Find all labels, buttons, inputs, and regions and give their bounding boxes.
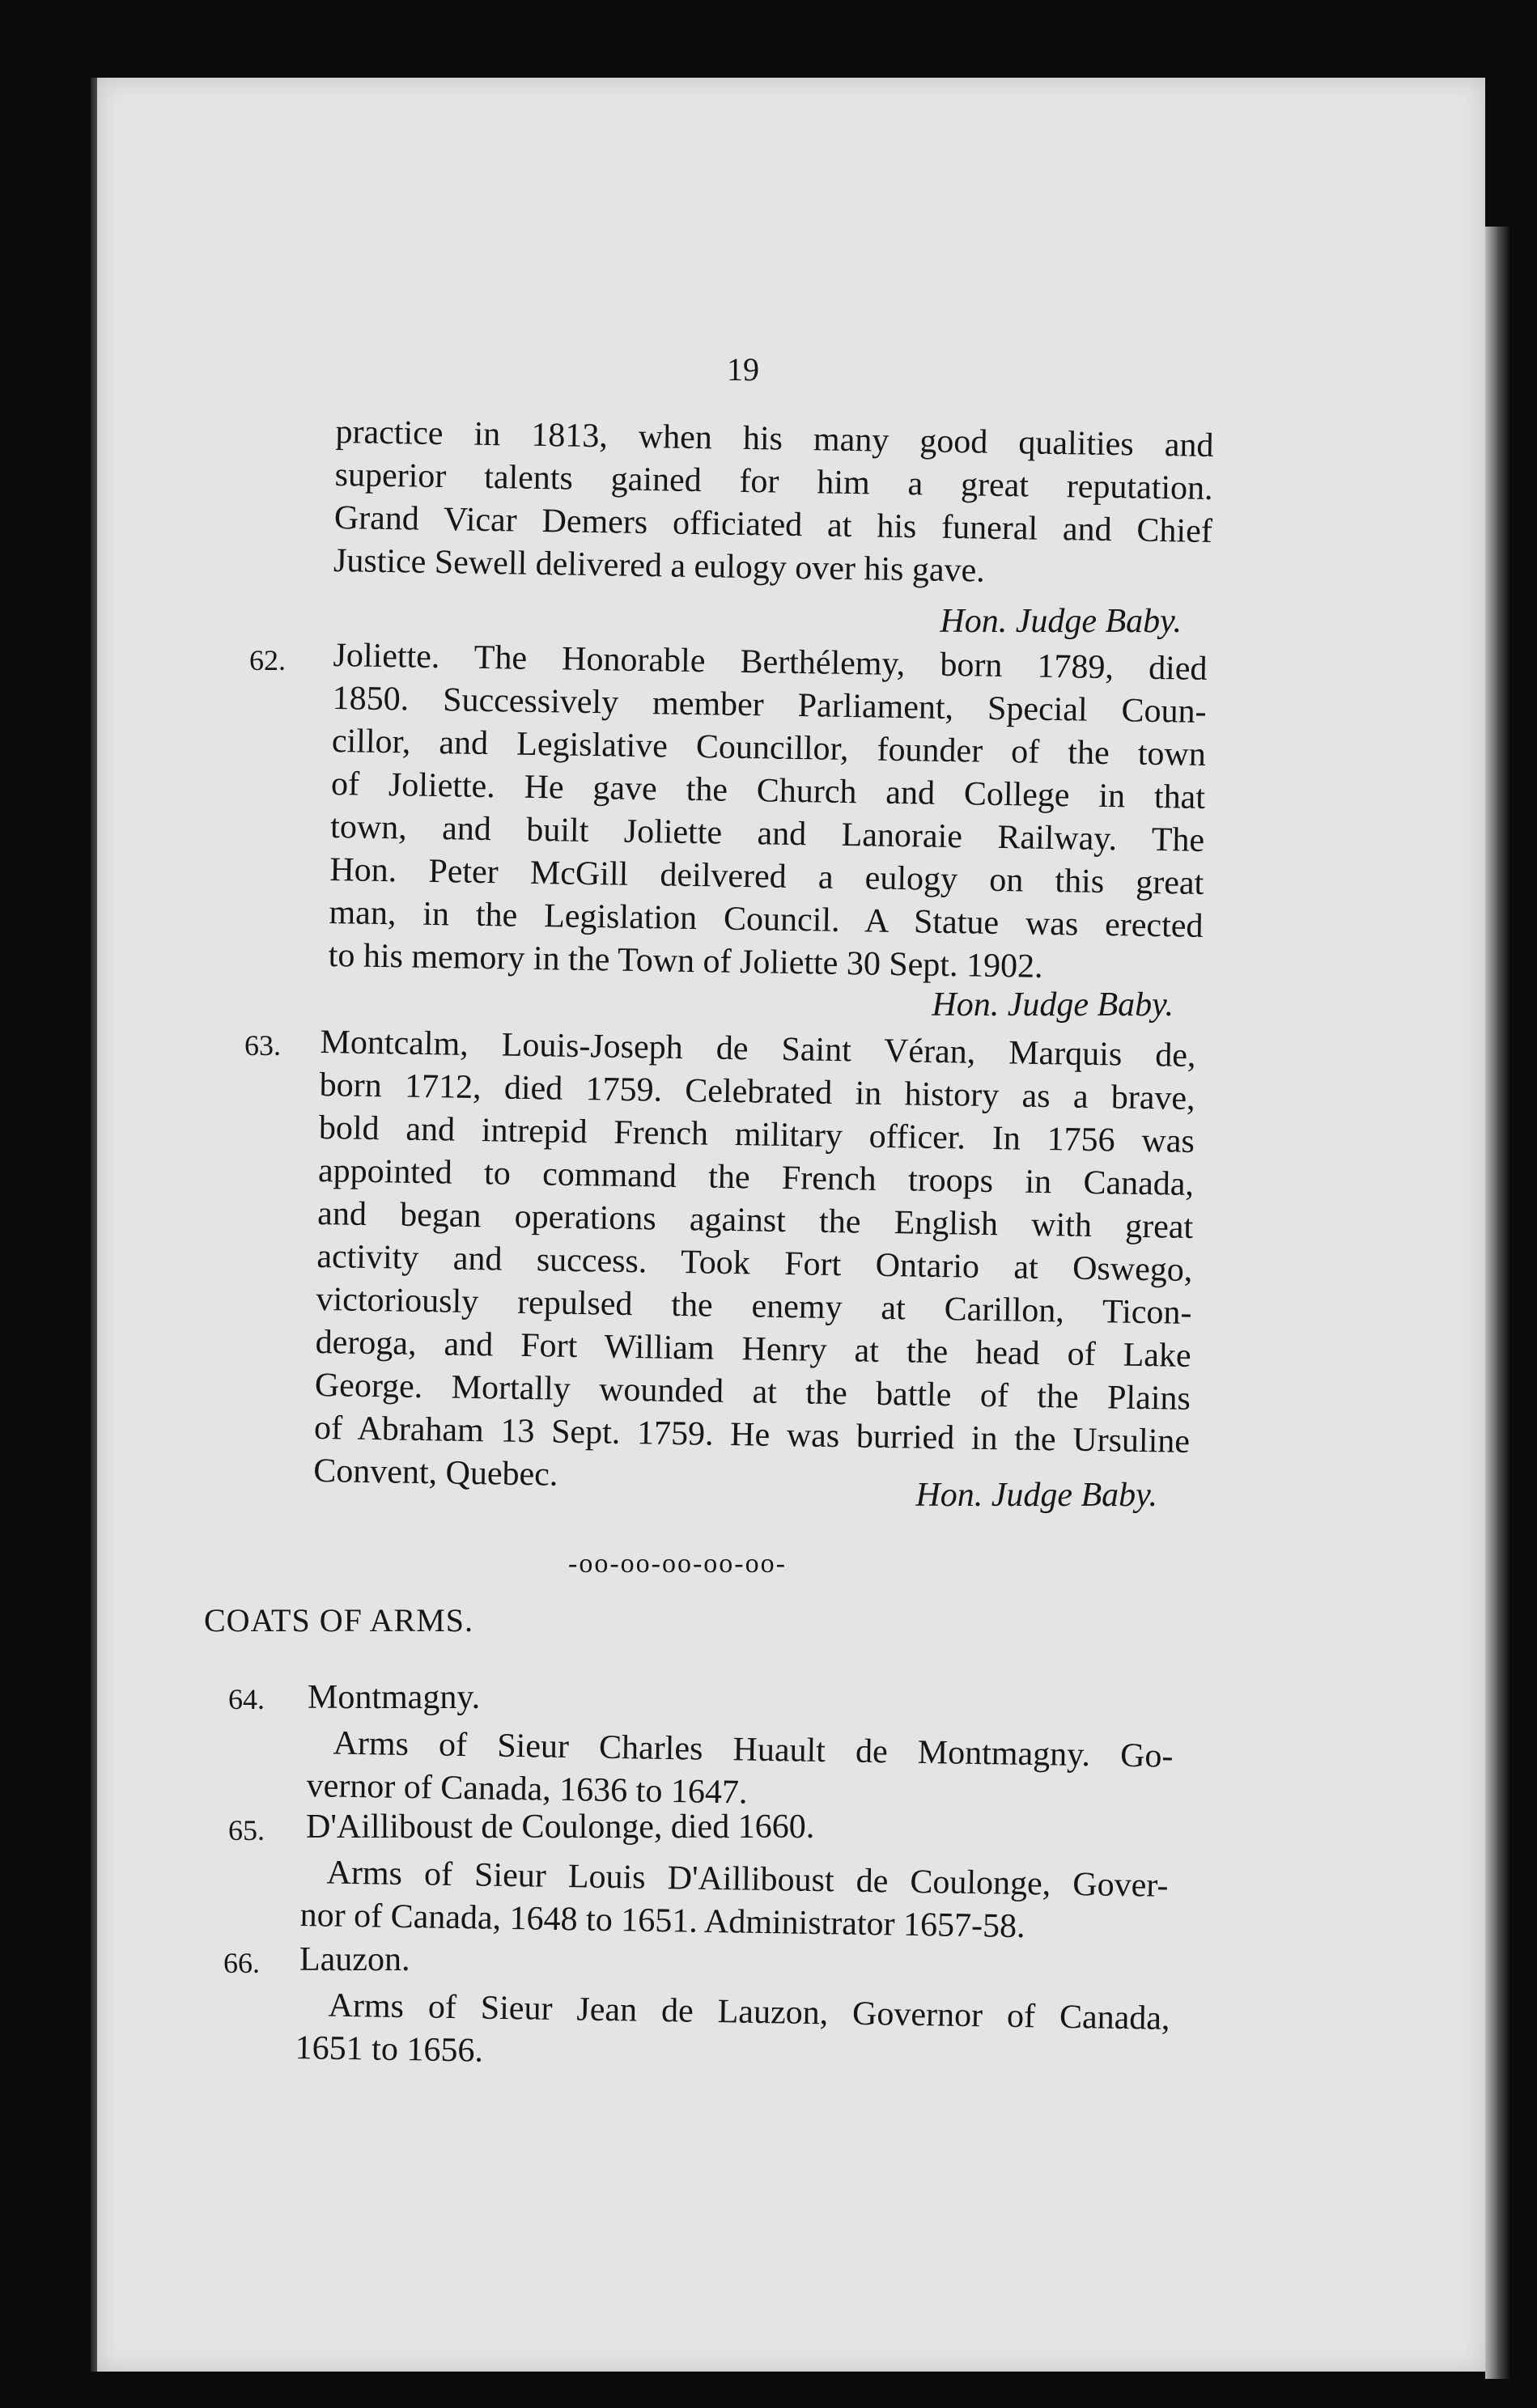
entry-line: deroga, and Fort William Henry at the head of Lake (315, 1323, 1191, 1375)
entry-line: of Joliette. He gave the Church and College in that (330, 765, 1206, 816)
intro-line: Grand Vicar Demers officiated at his funeral and Chief (333, 498, 1213, 551)
entry-62-paragraph (328, 634, 1208, 991)
arms-65-description (299, 1851, 1169, 1951)
arms-title: D'Ailliboust de Coulonge, died 1660. (306, 1808, 815, 1846)
intro-signature: Hon. Judge Baby. (940, 603, 1182, 640)
entry-line: Convent, Quebec. (312, 1452, 558, 1494)
entry-62-signature: Hon. Judge Baby. (932, 986, 1174, 1024)
entry-number: 63. (244, 1029, 281, 1062)
entry-line: born 1712, died 1759. Celebrated in history as a brave, (319, 1066, 1195, 1117)
intro-paragraph (333, 411, 1214, 596)
section-heading: COATS OF ARMS. (204, 1602, 474, 1639)
entry-line: activity and success. Took Fort Ontario at Oswego, (316, 1237, 1193, 1289)
entry-line: and began operations against the English with great (316, 1194, 1194, 1246)
arms-line: Arms of Sieur Charles Huault de Montmagny. Go- (333, 1724, 1174, 1775)
page-number: 19 (727, 351, 759, 388)
arms-line: 1651 to 1656. (295, 2029, 484, 2070)
arms-title: Lauzon. (299, 1941, 410, 1978)
entry-line: appointed to command the French troops in Canada, (317, 1151, 1195, 1203)
arms-66-description (295, 1984, 1170, 2084)
entry-line: to his memory in the Town of Joliette 30 Sept. 1902. (328, 936, 1043, 986)
arms-number: 64. (228, 1683, 265, 1715)
entry-line: victoriously repulsed the enemy at Carillon, Ticon- (316, 1280, 1192, 1332)
entry-63-paragraph (313, 1021, 1196, 1507)
entry-number: 62. (249, 644, 286, 676)
arms-line: Arms of Sieur Jean de Lauzon, Governor of Canada, (328, 1986, 1170, 2037)
intro-line: practice in 1813, when his many good qualities and (335, 413, 1214, 465)
entry-line: cillor, and Legislative Councillor, founder of the town (331, 722, 1207, 774)
entry-line: of Abraham 13 Sept. 1759. He was burried in the Ursuline (313, 1409, 1191, 1460)
arms-number: 65. (228, 1814, 265, 1846)
intro-line: superior talents gained for him a great reputation. (334, 456, 1213, 508)
arms-title: Montmagny. (308, 1679, 481, 1716)
arms-line: vernor of Canada, 1636 to 1647. (306, 1766, 748, 1812)
entry-line: Hon. Peter McGill deilvered a eulogy on this great (329, 850, 1204, 902)
entry-line: man, in the Legislation Council. A Statue was erected (329, 893, 1204, 945)
entry-63-signature: Hon. Judge Baby. (915, 1477, 1157, 1514)
entry-line: Joliette. The Honorable Berthélemy, born 1789, died (333, 636, 1208, 688)
entry-line: Montcalm, Louis-Joseph de Saint Véran, Marquis de, (320, 1023, 1196, 1075)
arms-line: Arms of Sieur Louis D'Ailliboust de Coulonge, Gover- (326, 1854, 1169, 1905)
entry-line: 1850. Successively member Parliament, Special Coun- (332, 679, 1207, 731)
intro-line: Justice Sewell delivered a eulogy over his gave. (333, 541, 986, 590)
arms-line: nor of Canada, 1648 to 1651. Administrator 1657-58. (299, 1896, 1025, 1946)
arms-number: 66. (223, 1947, 260, 1979)
section-separator: -oo-oo-oo-oo-oo- (568, 1549, 787, 1579)
entry-line: George. Mortally wounded at the battle of the Plains (314, 1366, 1191, 1418)
entry-line: bold and intrepid French military officer. In 1756 was (318, 1109, 1195, 1160)
entry-line: town, and built Joliette and Lanoraie Railway. The (329, 808, 1205, 859)
